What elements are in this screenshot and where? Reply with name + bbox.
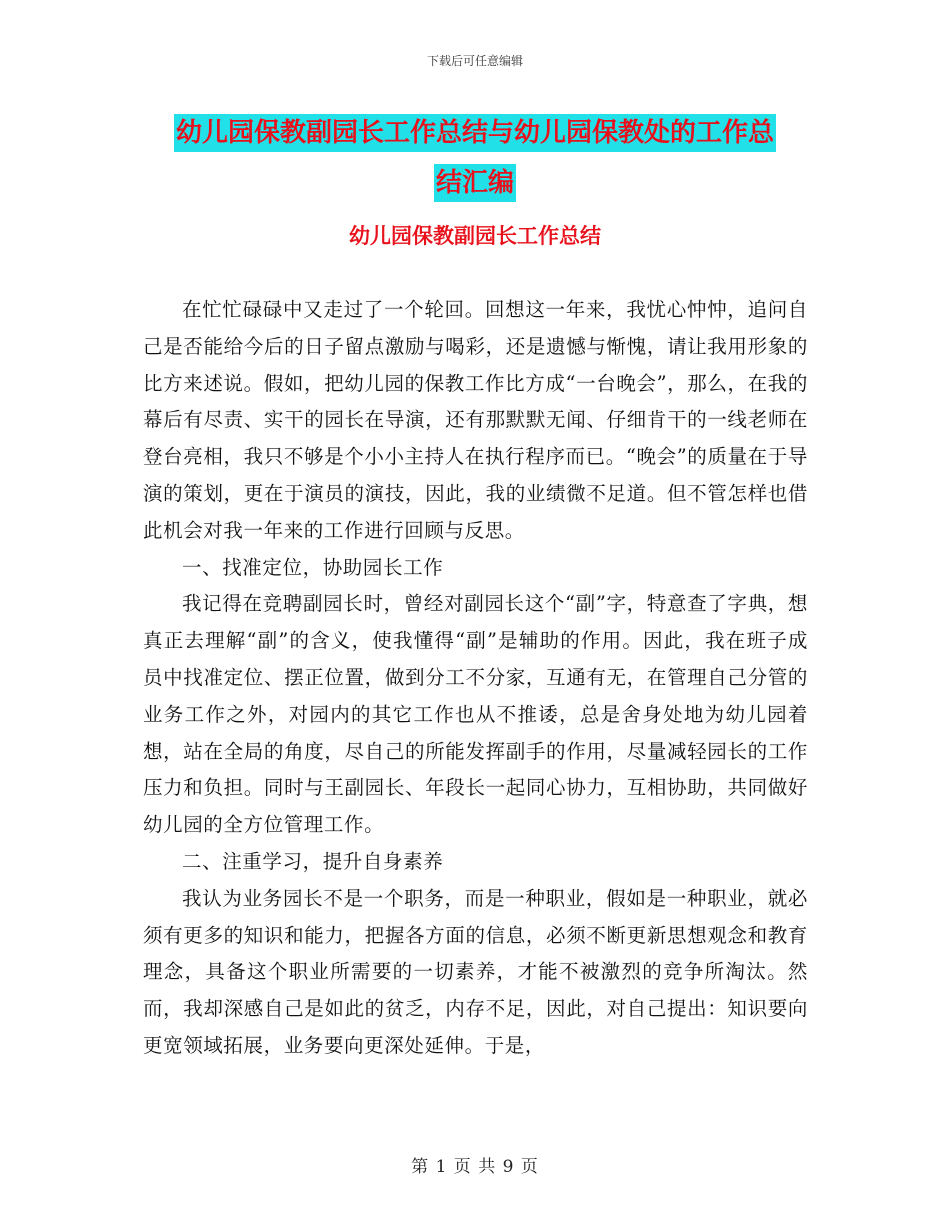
section-title: 幼儿园保教副园长工作总结 bbox=[349, 224, 601, 248]
document-body bbox=[143, 292, 808, 1065]
paragraph-section-1: 我记得在竞聘副园长时，曾经对副园长这个“副”字，特意查了字典，想真正去理解“副”的含义，使我懂得“副”是辅助的作用。因此，我在班子成员中找准定位、摆正位置，做到分工不分家，互通有无，在管理自己分管的业务工作之外，对园内的其它工作也从不推诿，总是舍身处地为幼儿园着想，站在全局的角度，尽自己的所能发挥副手的作用，尽量减轻园长的工作压力和负担。同时与王副园长、年段长一起同心协力，互相协助，共同做好幼儿园的全方位管理工作。 bbox=[143, 592, 808, 837]
paragraph-intro: 在忙忙碌碌中又走过了一个轮回。回想这一年来，我忧心忡忡，追问自己是否能给今后的日子留点激励与喝彩，还是遗憾与惭愧，请让我用形象的比方来述说。假如，把幼儿园的保教工作比方成“一台晚会”，那么，在我的幕后有尽责、实干的园长在导演，还有那默默无闻、仔细肯干的一线老师在登台亮相，我只不够是个小小主持人在执行程序而已。“晚会”的质量在于导演的策划，更在于演员的演技，因此，我的业绩微不足道。但不管怎样也借此机会对我一年来的工作进行回顾与反思。 bbox=[143, 298, 808, 542]
document-title-line-2: 结汇编 bbox=[434, 164, 516, 202]
heading-section-1: 一、找准定位，协助园长工作 bbox=[182, 555, 444, 579]
page-header-note: 下载后可任意编辑 bbox=[426, 54, 523, 68]
page-number-footer: 第 1 页 共 9 页 bbox=[411, 1157, 539, 1177]
heading-section-2: 二、注重学习，提升自身素养 bbox=[182, 849, 444, 873]
document-title bbox=[150, 108, 800, 208]
paragraph-section-2: 我认为业务园长不是一个职务，而是一种职业，假如是一种职业，就必须有更多的知识和能力，把握各方面的信息，必须不断更新思想观念和教育理念，具备这个职业所需要的一切素养，才能不被激烈的竞争所淘汰。然而，我却深感自己是如此的贫乏，内存不足，因此，对自己提出：知识要向更宽领域拓展，业务要向更深处延伸。于是， bbox=[143, 886, 808, 1057]
document-title-line-1: 幼儿园保教副园长工作总结与幼儿园保教处的工作总 bbox=[174, 114, 776, 152]
